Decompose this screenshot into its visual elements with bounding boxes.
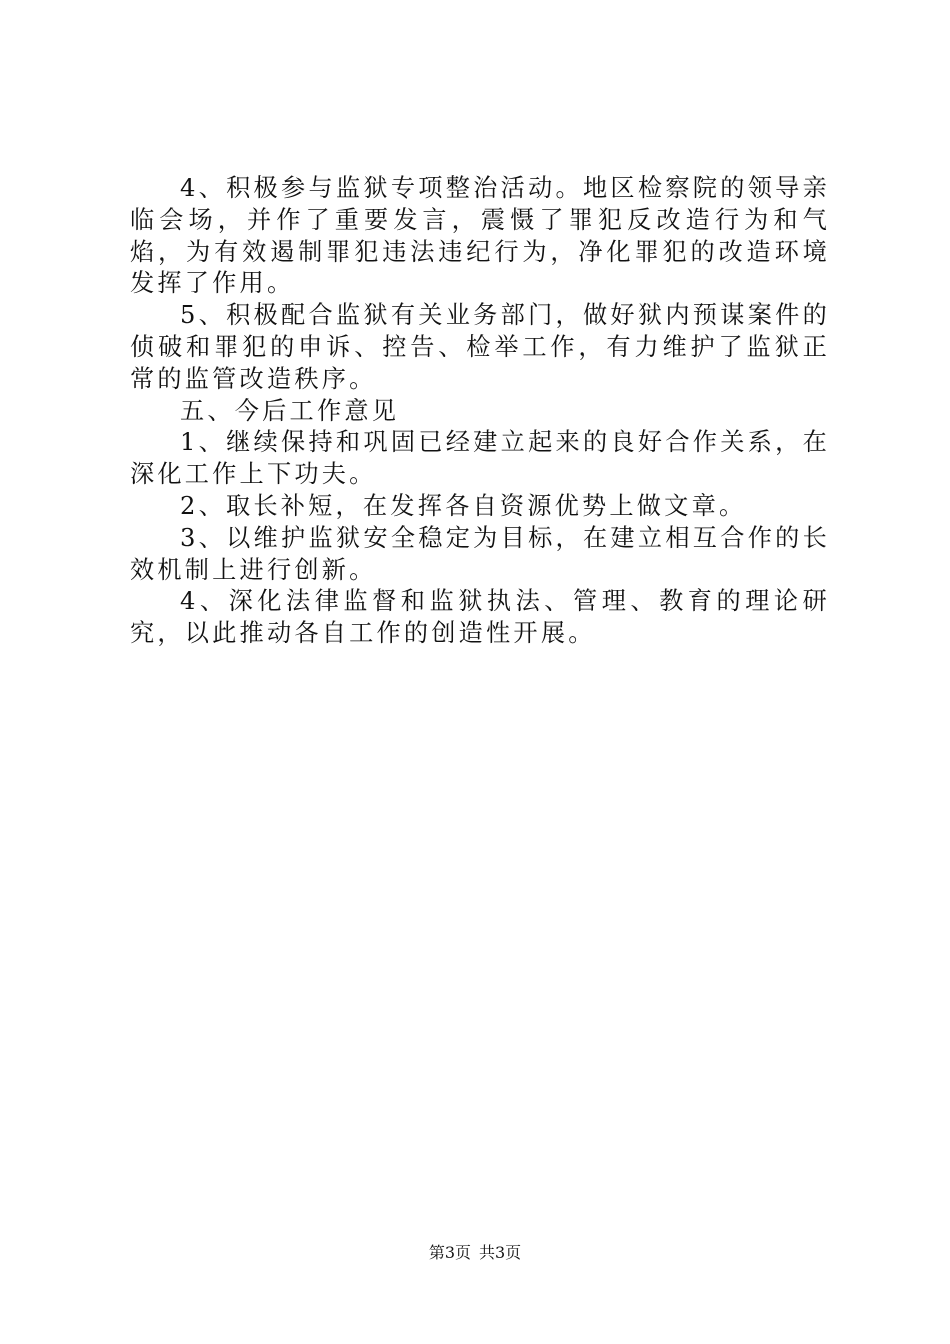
paragraph-item-4: 4、积极参与监狱专项整治活动。地区检察院的领导亲临会场，并作了重要发言，震慑了罪犯反改造行为和气焰，为有效遏制罪犯违法违纪行为，净化罪犯的改造环境发挥了作用。: [130, 174, 830, 298]
paragraph-opinion-4: 4、深化法律监督和监狱执法、管理、教育的理论研究，以此推动各自工作的创造性开展。: [130, 587, 830, 648]
paragraph-item-5: 5、积极配合监狱有关业务部门，做好狱内预谋案件的侦破和罪犯的申诉、控告、检举工作，有力维护了监狱正常的监管改造秩序。: [130, 301, 830, 393]
section-heading: 五、今后工作意见: [180, 396, 400, 425]
paragraph-opinion-3: 3、以维护监狱安全稳定为目标，在建立相互合作的长效机制上进行创新。: [130, 523, 830, 584]
paragraph-opinion-1: 1、继续保持和巩固已经建立起来的良好合作关系，在深化工作上下功夫。: [130, 428, 830, 489]
page-footer: [0, 1243, 950, 1263]
document-body: [130, 173, 830, 650]
page-number-current: 第3页: [428, 1243, 471, 1262]
page-number-total: 共3页: [479, 1243, 522, 1262]
paragraph-opinion-2: 2、取长补短，在发挥各自资源优势上做文章。: [180, 491, 747, 520]
